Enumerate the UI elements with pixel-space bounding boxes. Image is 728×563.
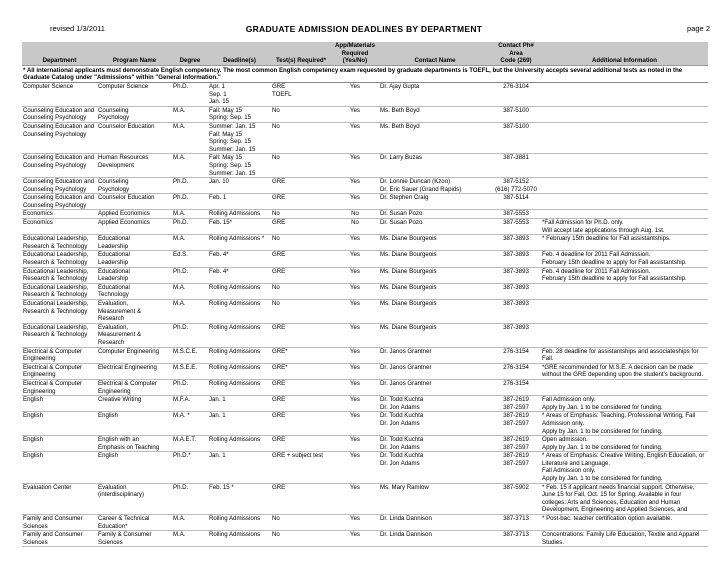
cell-tests: No [271, 300, 331, 324]
cell-info [541, 194, 708, 210]
cell-department: Economics [22, 219, 97, 235]
cell-tests: GRE [271, 267, 331, 283]
cell-deadline: Jan. 1 [208, 396, 271, 412]
table-row [22, 251, 708, 267]
table-row [22, 300, 708, 324]
cell-info [541, 106, 708, 122]
cell-degree: Ph.D. [172, 267, 208, 283]
cell-tests: No [271, 210, 331, 219]
cell-degree: M.A. * [172, 412, 208, 436]
cell-department: Educational Leadership, Research & Technology [22, 267, 97, 283]
cell-app-materials: Yes [331, 267, 379, 283]
cell-contact: Dr. Stephen Craig [379, 194, 491, 210]
cell-degree: Ph.D. [172, 194, 208, 210]
cell-deadline: Jan. 1 [208, 412, 271, 436]
table-row [22, 363, 708, 379]
cell-program: English with an Emphasis on Teaching [97, 436, 172, 452]
cell-phone: 276-3154 [491, 347, 541, 363]
cell-program: Creative Writing [97, 396, 172, 412]
cell-phone: 387-2619 387-2597 [491, 396, 541, 412]
cell-contact: Ms. Beth Boyd [379, 106, 491, 122]
cell-info [541, 178, 708, 194]
cell-program: Computer Science [97, 82, 172, 106]
cell-program: Evaluation, Measurement & Research [97, 323, 172, 347]
header-contact: Contact Name [379, 42, 491, 65]
cell-degree: M.A. [172, 106, 208, 122]
cell-program: Educational Leadership [97, 267, 172, 283]
cell-deadline: Fall: May 15 Spring: Sep. 15 [208, 106, 271, 122]
cell-deadline: Rolling Admissions [208, 363, 271, 379]
cell-phone: 387-3893 [491, 267, 541, 283]
table-row [22, 210, 708, 219]
cell-info: Feb. 4 deadline for 2011 Fall Admission. February 15th deadline to apply for Fall assistantship. [541, 267, 708, 283]
cell-contact: Dr. Susan Pozo [379, 219, 491, 235]
cell-phone: 387-3893 [491, 235, 541, 251]
cell-app-materials: Yes [331, 251, 379, 267]
cell-deadline: Feb. 15* [208, 219, 271, 235]
cell-department: Electrical & Computer Engineering [22, 379, 97, 395]
cell-contact: Ms. Beth Boyd [379, 122, 491, 153]
cell-tests: GRE* [271, 347, 331, 363]
table-row [22, 379, 708, 395]
cell-department: Educational Leadership, Research & Technology [22, 300, 97, 324]
cell-app-materials: Yes [331, 347, 379, 363]
cell-tests: GRE [271, 483, 331, 514]
revised-date: revised 1/3/2011 [50, 24, 105, 33]
cell-phone: 276-3154 [491, 363, 541, 379]
cell-contact: Dr. Todd Kuchta Dr. Jon Adams [379, 412, 491, 436]
cell-tests: GRE TOEFL [271, 82, 331, 106]
cell-phone: 387-2619 387-2597 [491, 412, 541, 436]
cell-program: Counselor Education [97, 122, 172, 153]
cell-deadline: Rolling Admissions [208, 436, 271, 452]
cell-contact: Ms. Diane Bourgeois [379, 235, 491, 251]
cell-department: Counseling Education and Counseling Psychology [22, 194, 97, 210]
cell-program: Computer Engineering [97, 347, 172, 363]
cell-app-materials: Yes [331, 194, 379, 210]
cell-deadline: Feb. 1 [208, 194, 271, 210]
table-row [22, 194, 708, 210]
cell-contact: Dr. Linda Dannison [379, 531, 491, 547]
cell-deadline: Fall: May 15 Spring: Sep. 15 Summer: Jan. 15 [208, 154, 271, 178]
cell-info [541, 300, 708, 324]
table-row [22, 531, 708, 547]
cell-tests: No [271, 235, 331, 251]
cell-deadline: Jan. 10 [208, 178, 271, 194]
table-row [22, 122, 708, 153]
table-row [22, 106, 708, 122]
table-row [22, 396, 708, 412]
cell-department: Educational Leadership, Research & Technology [22, 251, 97, 267]
header-app-materials: App/Materials Required (Yes/No) [331, 42, 379, 65]
header-info: Additional Information [541, 42, 708, 65]
header-deadline: Deadline(s) [208, 42, 271, 65]
english-competency-note-row [22, 65, 708, 82]
cell-info: * February 15th deadline for Fall assistantships. [541, 235, 708, 251]
cell-tests: GRE [271, 396, 331, 412]
cell-app-materials: Yes [331, 436, 379, 452]
cell-department: Educational Leadership, Research & Technology [22, 283, 97, 299]
cell-program: Human Resources Development [97, 154, 172, 178]
cell-degree: M.S.E.E. [172, 363, 208, 379]
cell-program: Evaluation, Measurement & Research [97, 300, 172, 324]
cell-contact: Ms. Mary Ramlow [379, 483, 491, 514]
cell-department: English [22, 412, 97, 436]
cell-degree: Ph.D. [172, 82, 208, 106]
table-row [22, 483, 708, 514]
cell-deadline: Apr. 1 Sep. 1 Jan. 15 [208, 82, 271, 106]
header-degree: Degree [172, 42, 208, 65]
cell-contact: Dr. Larry Buzas [379, 154, 491, 178]
cell-tests: No [271, 531, 331, 547]
cell-app-materials: Yes [331, 178, 379, 194]
table-row [22, 436, 708, 452]
cell-program: Counseling Psychology [97, 178, 172, 194]
cell-program: Educational Leadership [97, 251, 172, 267]
cell-phone: 276-3154 [491, 379, 541, 395]
cell-phone: 387-3713 [491, 515, 541, 531]
cell-department: Computer Science [22, 82, 97, 106]
cell-tests: GRE + subject test [271, 452, 331, 483]
cell-app-materials: Yes [331, 379, 379, 395]
cell-deadline: Feb. 4* [208, 267, 271, 283]
cell-phone: 387-5100 [491, 122, 541, 153]
table-row [22, 267, 708, 283]
cell-contact: Dr. Janos Grantner [379, 379, 491, 395]
cell-program: Family & Consumer Sciences [97, 531, 172, 547]
cell-department: Family and Consumer Sciences [22, 515, 97, 531]
cell-program: Electrical & Computer Engineering [97, 379, 172, 395]
cell-degree: M.A. [172, 515, 208, 531]
cell-degree: M.F.A. [172, 396, 208, 412]
cell-degree: Ph.D. [172, 379, 208, 395]
cell-info: Fall Admission only. Apply by Jan. 1 to be considered for funding. [541, 396, 708, 412]
cell-degree: Ph.D. [172, 323, 208, 347]
cell-department: Electrical & Computer Engineering [22, 347, 97, 363]
cell-contact: Dr. Linda Dannison [379, 515, 491, 531]
cell-department: Electrical & Computer Engineering [22, 363, 97, 379]
cell-deadline: Rolling Admissions * [208, 235, 271, 251]
cell-tests: No [271, 122, 331, 153]
cell-app-materials: Yes [331, 452, 379, 483]
header-program: Program Name [97, 42, 172, 65]
cell-app-materials: Yes [331, 300, 379, 324]
cell-program: Educational Leadership [97, 235, 172, 251]
cell-app-materials: Yes [331, 515, 379, 531]
cell-info: *GRE recommended for M.S.E. A decision can be made without the GRE depending upon the student's background. [541, 363, 708, 379]
cell-info [541, 122, 708, 153]
cell-phone: 387-5114 [491, 194, 541, 210]
cell-phone: 387-5100 [491, 106, 541, 122]
cell-contact: Ms. Diane Bourgeois [379, 283, 491, 299]
cell-program: Career & Technical Education* [97, 515, 172, 531]
cell-department: Counseling Education and Counseling Psychology [22, 154, 97, 178]
table-row [22, 219, 708, 235]
cell-department: Counseling Education and Counseling Psychology [22, 106, 97, 122]
cell-phone: 276-3104 [491, 82, 541, 106]
cell-phone: 387-3893 [491, 283, 541, 299]
cell-degree: M.A. [172, 122, 208, 153]
cell-deadline: Jan. 1 [208, 452, 271, 483]
cell-tests: GRE* [271, 363, 331, 379]
cell-contact: Dr. Ajay Gupta [379, 82, 491, 106]
cell-tests: GRE [271, 194, 331, 210]
cell-info: Concentrations: Family Life Education, Textile and Apparel Studies. [541, 531, 708, 547]
deadlines-table [22, 42, 708, 547]
cell-contact: Dr. Susan Pozo [379, 210, 491, 219]
cell-degree: Ph.D.* [172, 452, 208, 483]
cell-deadline: Feb. 4* [208, 251, 271, 267]
cell-degree: M.A. [172, 283, 208, 299]
cell-degree: M.A. [172, 235, 208, 251]
cell-info: Feb. 28 deadline for assistantships and associateships for Fall. [541, 347, 708, 363]
cell-info: * Feb. 15 if applicant needs financial support. Otherwise, June 15 for Fall, Oct. 15 for Spring. Available in four colleges: Arts and Sciences, Education and Human Development, Engineering and Applied Sciences, and [541, 483, 708, 514]
cell-contact: Ms. Diane Bourgeois [379, 251, 491, 267]
cell-program: Applied Economics [97, 210, 172, 219]
cell-app-materials: Yes [331, 412, 379, 436]
cell-info [541, 323, 708, 347]
cell-tests: No [271, 106, 331, 122]
cell-phone: 387-5902 [491, 483, 541, 514]
cell-info: * Areas of Emphasis: Teaching, Professional Writing, Fall Admission only. Apply by Jan. 1 to be considered for funding. [541, 412, 708, 436]
cell-contact: Dr. Todd Kuchta Dr. Jon Adams [379, 396, 491, 412]
cell-contact: Dr. Todd Kuchta Dr. Jon Adams [379, 436, 491, 452]
cell-phone: 387-3893 [491, 323, 541, 347]
cell-degree: M.A. [172, 300, 208, 324]
cell-info: Feb. 4 deadline for 2011 Fall Admission. February 15th deadline to apply for Fall assistantship. [541, 251, 708, 267]
table-row [22, 82, 708, 106]
cell-info [541, 210, 708, 219]
cell-contact: Ms. Diane Bourgeois [379, 323, 491, 347]
cell-degree: Ed.S. [172, 251, 208, 267]
cell-contact: Dr. Todd Kuchta Dr. Jon Adams [379, 452, 491, 483]
cell-deadline: Rolling Admissions [208, 283, 271, 299]
cell-app-materials: Yes [331, 363, 379, 379]
cell-deadline: Rolling Admissions [208, 300, 271, 324]
cell-app-materials: Yes [331, 323, 379, 347]
table-row [22, 323, 708, 347]
cell-deadline: Feb. 15 * [208, 483, 271, 514]
cell-tests: GRE [271, 379, 331, 395]
cell-info [541, 154, 708, 178]
cell-program: Counselor Education [97, 194, 172, 210]
cell-department: Family and Consumer Sciences [22, 531, 97, 547]
cell-app-materials: Yes [331, 82, 379, 106]
cell-app-materials: Yes [331, 154, 379, 178]
cell-department: English [22, 396, 97, 412]
cell-program: Applied Economics [97, 219, 172, 235]
cell-tests: No [271, 154, 331, 178]
cell-contact: Dr. Janos Grantner [379, 363, 491, 379]
cell-phone: 387-3881 [491, 154, 541, 178]
cell-info: * Areas of Emphasis: Creative Writing, English Education, or Literature and Language. Fall Admission only. Apply by Jan. 1 to be considered for funding. [541, 452, 708, 483]
cell-deadline: Rolling Admissions [208, 531, 271, 547]
cell-contact: Dr. Janos Grantner [379, 347, 491, 363]
cell-department: Counseling Education and Counseling Psychology [22, 178, 97, 194]
cell-deadline: Rolling Admissions [208, 379, 271, 395]
cell-degree: Ph.D. [172, 219, 208, 235]
cell-app-materials: Yes [331, 106, 379, 122]
cell-app-materials: No [331, 210, 379, 219]
page-number: page 2 [687, 24, 710, 33]
cell-phone: 387-3713 [491, 531, 541, 547]
cell-deadline: Rolling Admissions [208, 323, 271, 347]
cell-department: Evaluation Center [22, 483, 97, 514]
cell-program: Counseling Psychology [97, 106, 172, 122]
cell-info [541, 82, 708, 106]
table-row [22, 154, 708, 178]
header-tests: Test(s) Required* [271, 42, 331, 65]
cell-tests: GRE [271, 251, 331, 267]
table-row [22, 347, 708, 363]
cell-phone: 387-5553 [491, 219, 541, 235]
cell-degree: Ph.D. [172, 178, 208, 194]
cell-app-materials: Yes [331, 531, 379, 547]
cell-tests: No [271, 515, 331, 531]
header-department: Department [22, 42, 97, 65]
cell-app-materials: Yes [331, 283, 379, 299]
cell-phone: 387-3893 [491, 251, 541, 267]
cell-info: *Fall Admission for Ph.D. only. Will accept late applications through Aug. 1st. [541, 219, 708, 235]
cell-app-materials: No [331, 219, 379, 235]
cell-phone: 387-3893 [491, 300, 541, 324]
cell-app-materials: Yes [331, 396, 379, 412]
cell-info: * Post-bac. teacher certification option available. [541, 515, 708, 531]
cell-app-materials: Yes [331, 235, 379, 251]
cell-deadline: Rolling Admissions [208, 347, 271, 363]
cell-degree: M.S.C.E. [172, 347, 208, 363]
table-row [22, 452, 708, 483]
table-row [22, 178, 708, 194]
cell-tests: GRE [271, 178, 331, 194]
table-row [22, 515, 708, 531]
cell-app-materials: Yes [331, 483, 379, 514]
cell-department: Counseling Education and Counseling Psychology [22, 122, 97, 153]
cell-degree: M.A. [172, 154, 208, 178]
cell-program: English [97, 412, 172, 436]
cell-program: Educational Technology [97, 283, 172, 299]
table-row [22, 235, 708, 251]
cell-contact: Ms. Diane Bourgeois [379, 300, 491, 324]
cell-phone: 387-5553 [491, 210, 541, 219]
cell-deadline: Summer: Jan. 15 Fall: May 15 Spring: Sep. 15 Summer: Jan. 15 [208, 122, 271, 153]
cell-department: Educational Leadership, Research & Technology [22, 323, 97, 347]
cell-contact: Ms. Diane Bourgeois [379, 267, 491, 283]
cell-tests: GRE [271, 219, 331, 235]
cell-department: Economics [22, 210, 97, 219]
cell-department: English [22, 436, 97, 452]
cell-degree: M.A. [172, 531, 208, 547]
header-phone: Contact Ph# Area Code (269) [491, 42, 541, 65]
cell-app-materials: Yes [331, 122, 379, 153]
english-competency-note: * All international applicants must demonstrate English competency. The most common English competency exam requested by graduate departments is TOEFL, but the University accepts several additional tests as noted in the Graduate Catalog under "Admissions" within "General Information." [22, 65, 708, 82]
table-header-row [22, 42, 708, 65]
cell-info [541, 379, 708, 395]
cell-program: Evaluation (interdisciplinary) [97, 483, 172, 514]
cell-program: English [97, 452, 172, 483]
cell-degree: M.A.E.T. [172, 436, 208, 452]
cell-tests: No [271, 283, 331, 299]
cell-contact: Dr. Lonnie Duncan (Kzoo) Dr. Eric Sauer (Grand Rapids) [379, 178, 491, 194]
cell-department: Educational Leadership, Research & Technology [22, 235, 97, 251]
cell-phone: 387-2619 387-2597 [491, 452, 541, 483]
cell-tests: GRE [271, 436, 331, 452]
cell-deadline: Rolling Admissions [208, 210, 271, 219]
cell-tests: GRE [271, 323, 331, 347]
cell-phone: 387-2619 387-2597 [491, 436, 541, 452]
table-row [22, 412, 708, 436]
page-header [0, 0, 728, 40]
table-row [22, 283, 708, 299]
cell-department: English [22, 452, 97, 483]
cell-deadline: Rolling Admissions [208, 515, 271, 531]
page-title: GRADUATE ADMISSION DEADLINES BY DEPARTMENT [245, 24, 483, 34]
cell-info [541, 283, 708, 299]
cell-degree: Ph.D. [172, 483, 208, 514]
cell-tests: GRE [271, 412, 331, 436]
cell-degree: M.A. [172, 210, 208, 219]
cell-phone: 387-5152 (616) 772-5070 [491, 178, 541, 194]
cell-info: Open admission. Apply by Jan. 1 to be considered for funding. [541, 436, 708, 452]
cell-program: Electrical Engineering [97, 363, 172, 379]
